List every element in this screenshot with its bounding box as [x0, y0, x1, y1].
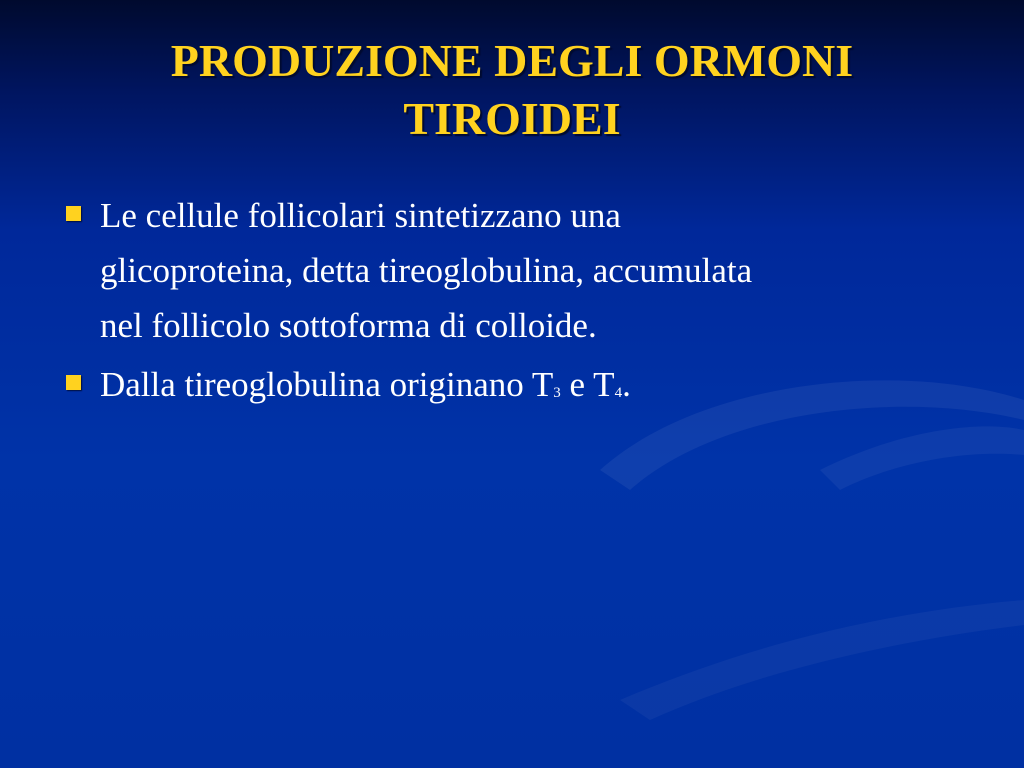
bullet-2-text-after: .: [622, 365, 631, 404]
bullet-1-line-3: nel follicolo sottoforma di colloide.: [100, 306, 597, 345]
bullet-list: [62, 188, 962, 425]
bullet-item-1: [62, 188, 962, 353]
subscript-4: 4: [614, 385, 623, 401]
square-bullet-icon: [66, 206, 81, 221]
title-line-2: TIROIDEI: [403, 93, 621, 144]
slide-title: [40, 32, 984, 148]
title-line-1: PRODUZIONE DEGLI ORMONI: [170, 35, 854, 86]
bullet-1-line-1: Le cellule follicolari sintetizzano una: [100, 196, 621, 235]
bullet-item-2: [62, 357, 962, 421]
bullet-text-1: [100, 188, 962, 353]
bullet-text-2: [100, 357, 962, 421]
bullet-2-text-mid: e T: [560, 365, 615, 404]
bullet-2-text-before: Dalla tireoglobulina originano T: [100, 365, 554, 404]
square-bullet-icon: [66, 375, 81, 390]
bullet-2-line: [100, 365, 631, 404]
subscript-3: 3: [553, 385, 561, 401]
bullet-1-line-2: glicoproteina, detta tireoglobulina, accumulata: [100, 251, 753, 290]
